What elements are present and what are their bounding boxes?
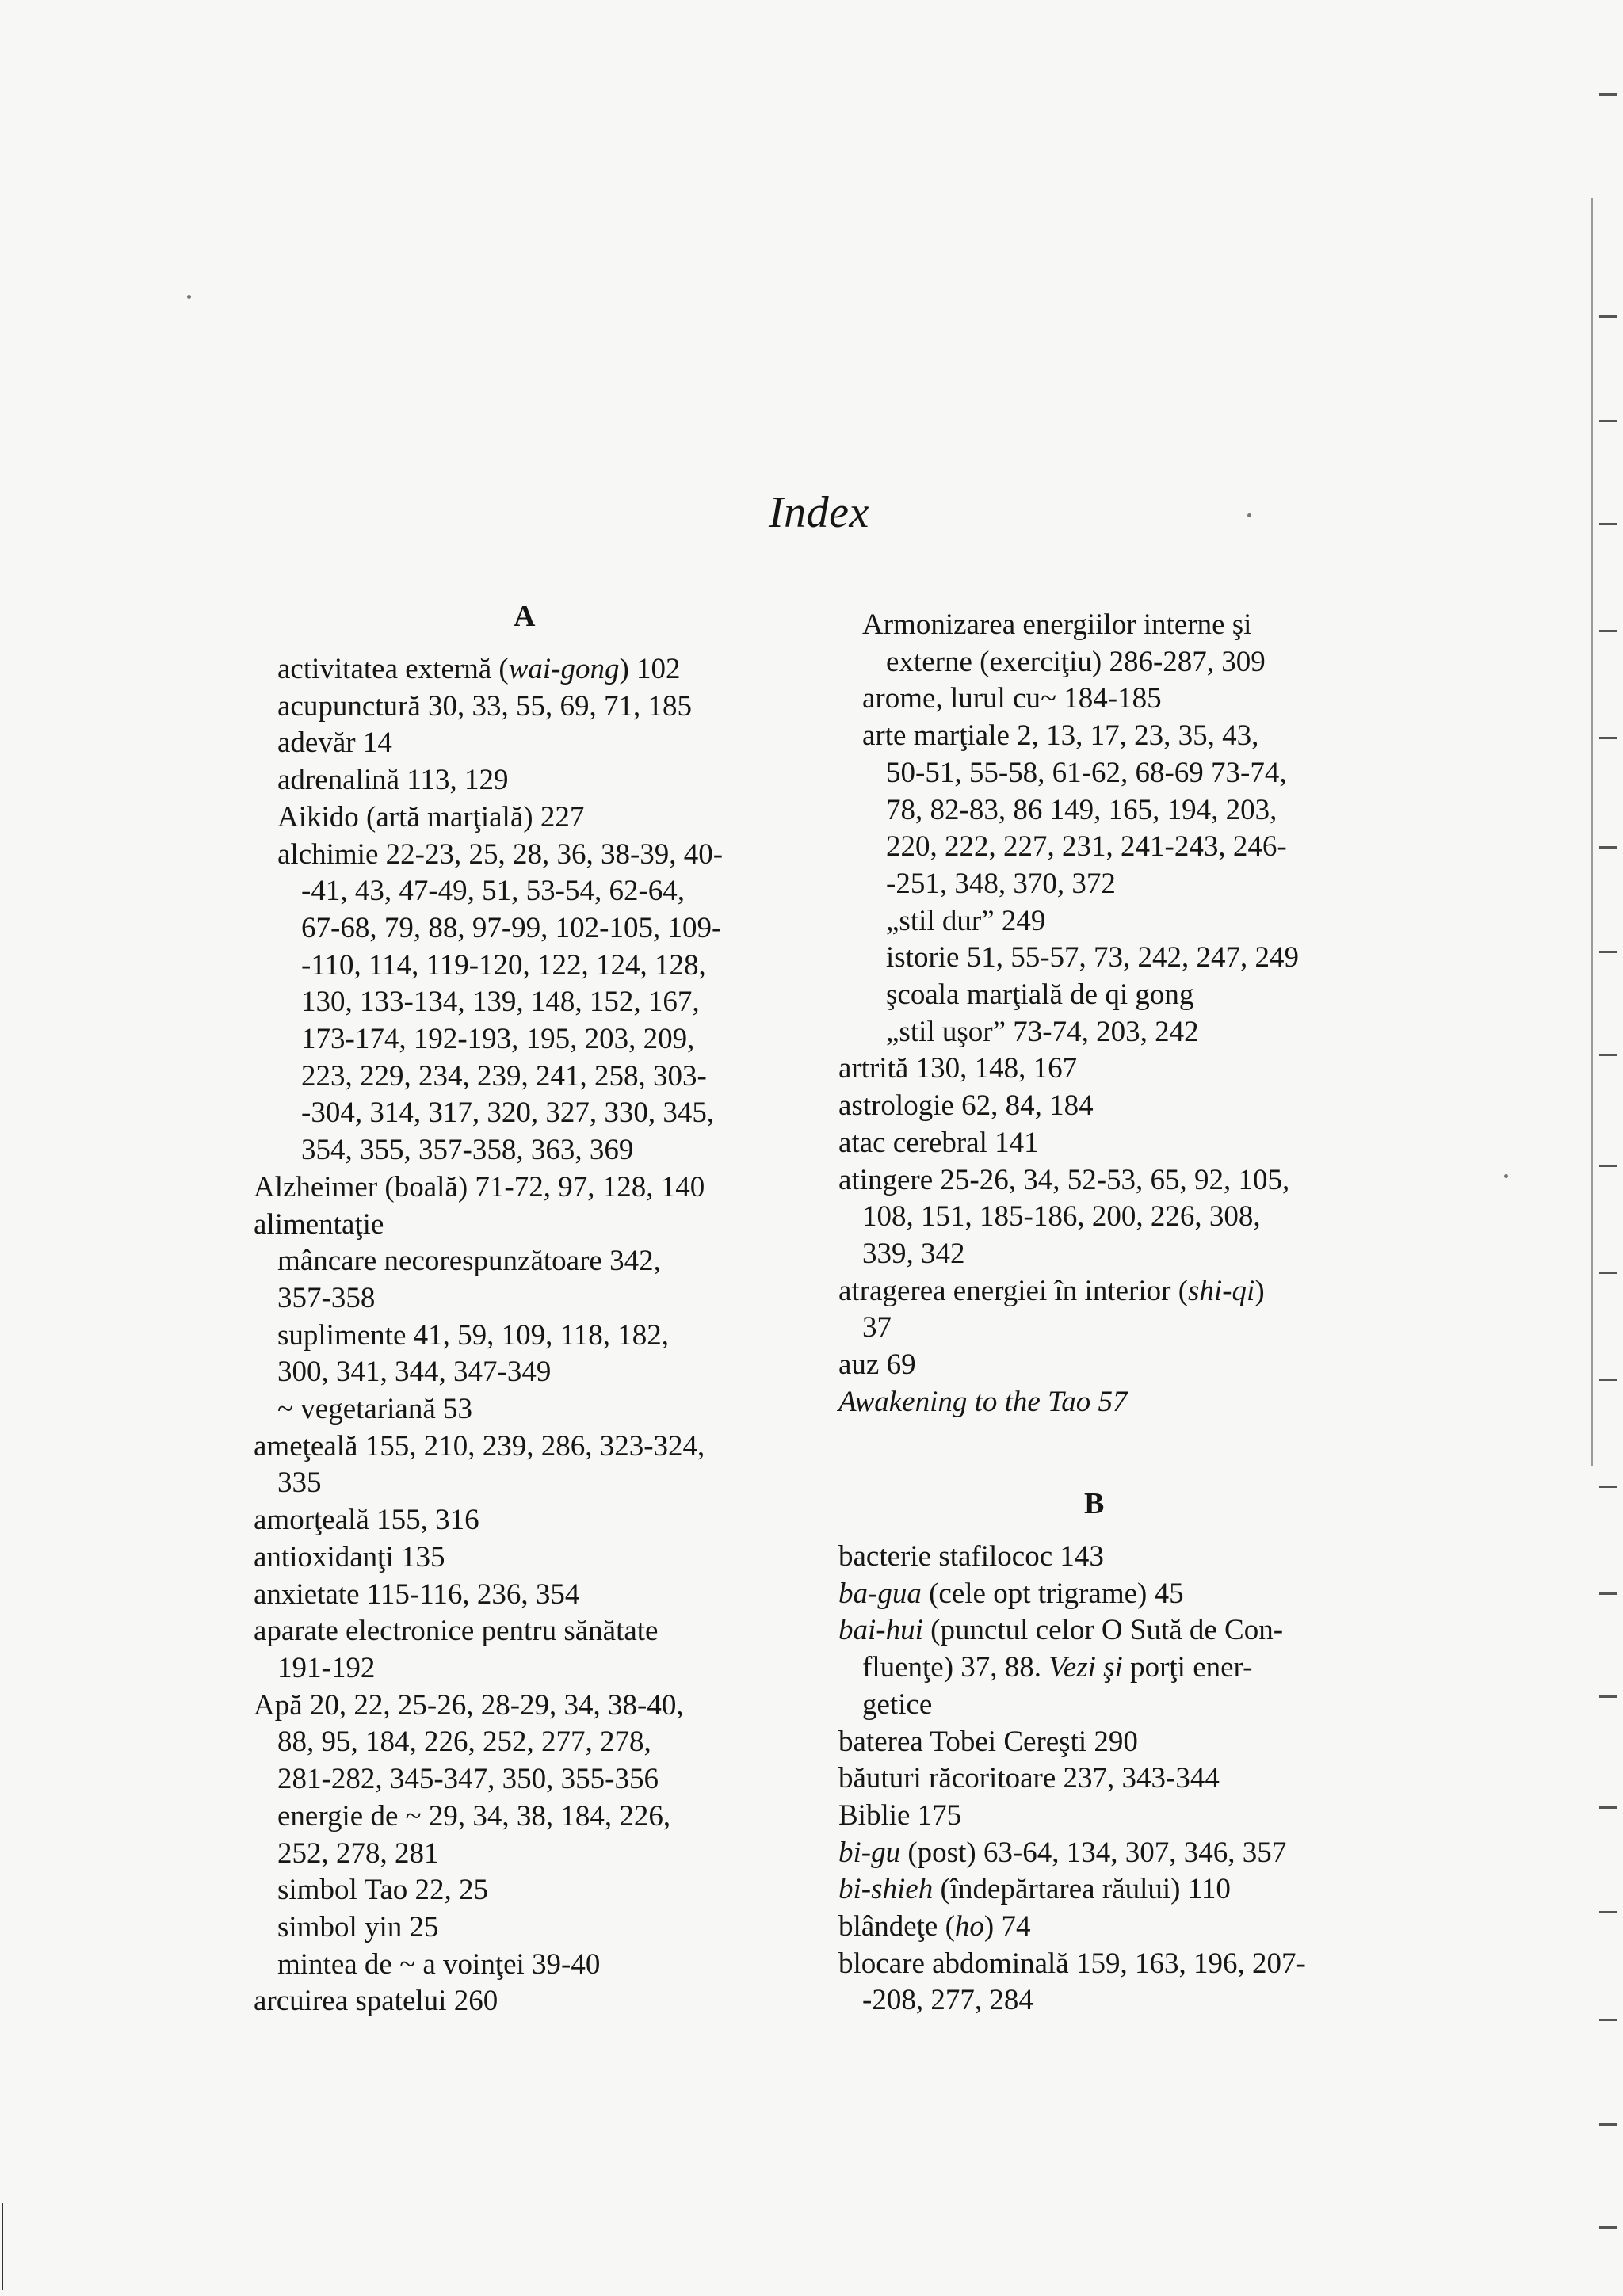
scan-edge-line xyxy=(1591,198,1593,1466)
index-entry-line: 50-51, 55-58, 61-62, 68-69 73-74, xyxy=(886,756,1287,789)
scan-speck xyxy=(1247,513,1251,517)
index-entry-line: 354, 355, 357-358, 363, 369 xyxy=(301,1134,634,1167)
index-entry-line: getice xyxy=(862,1688,933,1721)
scan-edge-tick xyxy=(1599,420,1617,422)
index-entry-line: -208, 277, 284 xyxy=(862,1984,1033,2017)
index-entry-line: energie de ~ 29, 34, 38, 184, 226, xyxy=(277,1799,671,1833)
scan-edge-artifacts xyxy=(1560,0,1623,2296)
index-entry-line: 191-192 xyxy=(277,1651,376,1684)
index-entry-line: suplimente 41, 59, 109, 118, 182, xyxy=(277,1318,669,1352)
scan-edge-tick xyxy=(1599,1592,1617,1595)
index-entry-line: atingere 25-26, 34, 52-53, 65, 92, 105, xyxy=(838,1163,1290,1196)
index-entry-line: 335 xyxy=(277,1466,322,1500)
index-entry-line: 88, 95, 184, 226, 252, 277, 278, xyxy=(277,1726,651,1759)
index-entry-line: „stil uşor” 73-74, 203, 242 xyxy=(886,1015,1199,1048)
index-entry-line: fluenţe) 37, 88. Vezi şi porţi ener- xyxy=(862,1651,1253,1684)
index-entry-line: mintea de ~ a voinţei 39-40 xyxy=(277,1947,601,1981)
index-entry-line: alimentaţie xyxy=(254,1207,384,1241)
scan-edge-tick xyxy=(1599,2019,1617,2021)
index-entry-line: 220, 222, 227, 231, 241-243, 246- xyxy=(886,830,1287,864)
section-heading-a: A xyxy=(514,600,536,633)
index-entry-line: bacterie stafilococ 143 xyxy=(838,1540,1104,1573)
index-entry-line: 252, 278, 281 xyxy=(277,1836,439,1870)
index-entry-line: istorie 51, 55-57, 73, 242, 247, 249 xyxy=(886,941,1300,974)
index-entry-line: arome, lurul cu~ 184-185 xyxy=(862,682,1162,715)
scan-edge-tick xyxy=(1599,2123,1617,2126)
index-entry-line: băuturi răcoritoare 237, 343-344 xyxy=(838,1762,1220,1795)
index-entry-line: alchimie 22-23, 25, 28, 36, 38-39, 40- xyxy=(277,837,724,871)
scan-edge-tick xyxy=(1599,951,1617,953)
scan-edge-tick xyxy=(1599,1911,1617,1913)
scan-edge-tick xyxy=(1599,523,1617,525)
index-entry-line: Armonizarea energiilor interne şi xyxy=(862,608,1252,641)
index-entry-line: „stil dur” 249 xyxy=(886,904,1046,937)
scan-edge-tick xyxy=(1599,315,1617,318)
scan-edge-tick xyxy=(1599,1695,1617,1698)
scan-edge-tick xyxy=(1599,93,1617,96)
index-entry-line: atac cerebral 141 xyxy=(838,1126,1039,1159)
index-entry-line: astrologie 62, 84, 184 xyxy=(838,1089,1094,1123)
index-entry-line: blocare abdominală 159, 163, 196, 207- xyxy=(838,1947,1306,1980)
index-entry-line: 108, 151, 185-186, 200, 226, 308, xyxy=(862,1200,1261,1234)
scan-edge-tick xyxy=(1599,1165,1617,1167)
scan-edge-tick xyxy=(1599,2226,1617,2229)
index-entry-line: Alzheimer (boală) 71-72, 97, 128, 140 xyxy=(254,1170,705,1203)
index-entry-line: auz 69 xyxy=(838,1348,916,1382)
index-entry-line: blândeţe (ho) 74 xyxy=(838,1910,1031,1943)
index-entry-line: baterea Tobei Cereşti 290 xyxy=(838,1725,1138,1758)
scan-speck xyxy=(1504,1174,1508,1178)
index-entry-line: ba-gua (cele opt trigrame) 45 xyxy=(838,1577,1184,1610)
index-entry-line: bi-shieh (îndepărtarea răului) 110 xyxy=(838,1873,1231,1906)
index-entry-line: -41, 43, 47-49, 51, 53-54, 62-64, xyxy=(301,875,685,908)
index-entry-line: mâncare necorespunzătoare 342, xyxy=(277,1245,661,1278)
index-entry-line: 173-174, 192-193, 195, 203, 209, xyxy=(301,1023,695,1056)
index-entry-line: ~ vegetariană 53 xyxy=(277,1393,473,1426)
index-entry-line: 300, 341, 344, 347-349 xyxy=(277,1356,552,1389)
index-entry-line: amorţeală 155, 316 xyxy=(254,1504,479,1537)
index-entry-line: aparate electronice pentru sănătate xyxy=(254,1615,659,1648)
scan-edge-tick xyxy=(1599,1806,1617,1809)
index-entry-line: -251, 348, 370, 372 xyxy=(886,867,1116,900)
index-entry-line: activitatea externă (wai-gong) 102 xyxy=(277,653,681,685)
index-entry-line: Biblie 175 xyxy=(838,1798,962,1832)
index-entry-line: Apă 20, 22, 25-26, 28-29, 34, 38-40, xyxy=(254,1688,684,1722)
scan-left-edge-mark xyxy=(2,2203,3,2290)
index-entry-line: arte marţiale 2, 13, 17, 23, 35, 43, xyxy=(862,719,1259,753)
index-entry-line: atragerea energiei în interior (shi-qi) xyxy=(838,1274,1265,1307)
index-entry-line: 37 xyxy=(862,1311,892,1344)
index-entry-line: 339, 342 xyxy=(862,1237,965,1270)
scan-edge-tick xyxy=(1599,737,1617,739)
index-entry-line: bi-gu (post) 63-64, 134, 307, 346, 357 xyxy=(838,1836,1287,1869)
scan-edge-tick xyxy=(1599,1486,1617,1488)
scan-edge-tick xyxy=(1599,630,1617,632)
index-column-right-b xyxy=(838,1539,1425,2019)
index-entry-line: ameţeală 155, 210, 239, 286, 323-324, xyxy=(254,1429,705,1463)
index-entry-line: 357-358 xyxy=(277,1281,376,1314)
index-column-right xyxy=(838,607,1425,1421)
index-column-left xyxy=(254,651,824,2020)
index-entry-line: 78, 82-83, 86 149, 165, 194, 203, xyxy=(886,793,1277,826)
scan-edge-tick xyxy=(1599,1054,1617,1056)
index-entry-line: 130, 133-134, 139, 148, 152, 167, xyxy=(301,986,700,1019)
index-entry-line: -304, 314, 317, 320, 327, 330, 345, xyxy=(301,1097,715,1130)
scan-edge-tick xyxy=(1599,1272,1617,1274)
index-entry-line: 223, 229, 234, 239, 241, 258, 303- xyxy=(301,1059,707,1093)
index-entry-line: simbol Tao 22, 25 xyxy=(277,1874,489,1907)
index-entry-line: Awakening to the Tao 57 xyxy=(838,1385,1128,1418)
index-entry-line: arcuirea spatelui 260 xyxy=(254,1985,498,2018)
index-entry-line: antioxidanţi 135 xyxy=(254,1540,445,1573)
scan-edge-tick xyxy=(1599,1379,1617,1381)
index-entry-line: 281-282, 345-347, 350, 355-356 xyxy=(277,1763,659,1796)
index-entry-line: externe (exerciţiu) 286-287, 309 xyxy=(886,645,1266,678)
index-entry-line: şcoala marţială de qi gong xyxy=(886,978,1194,1012)
index-entry-line: adevăr 14 xyxy=(277,727,392,760)
index-entry-line: simbol yin 25 xyxy=(277,1910,439,1943)
section-heading-b: B xyxy=(1084,1487,1105,1520)
scan-edge-tick xyxy=(1599,846,1617,849)
index-entry-line: acupunctură 30, 33, 55, 69, 71, 185 xyxy=(277,689,693,723)
index-entry-line: artrită 130, 148, 167 xyxy=(838,1052,1078,1085)
index-entry-line: Aikido (artă marţială) 227 xyxy=(277,800,585,833)
scan-speck xyxy=(187,295,191,299)
index-entry-line: anxietate 115-116, 236, 354 xyxy=(254,1577,580,1611)
index-entry-line: -110, 114, 119-120, 122, 124, 128, xyxy=(301,948,706,982)
page-title: Index xyxy=(769,488,869,537)
index-entry-line: adrenalină 113, 129 xyxy=(277,764,509,797)
index-entry-line: bai-hui (punctul celor O Sută de Con- xyxy=(838,1614,1284,1647)
index-entry-line: 67-68, 79, 88, 97-99, 102-105, 109- xyxy=(301,911,722,944)
